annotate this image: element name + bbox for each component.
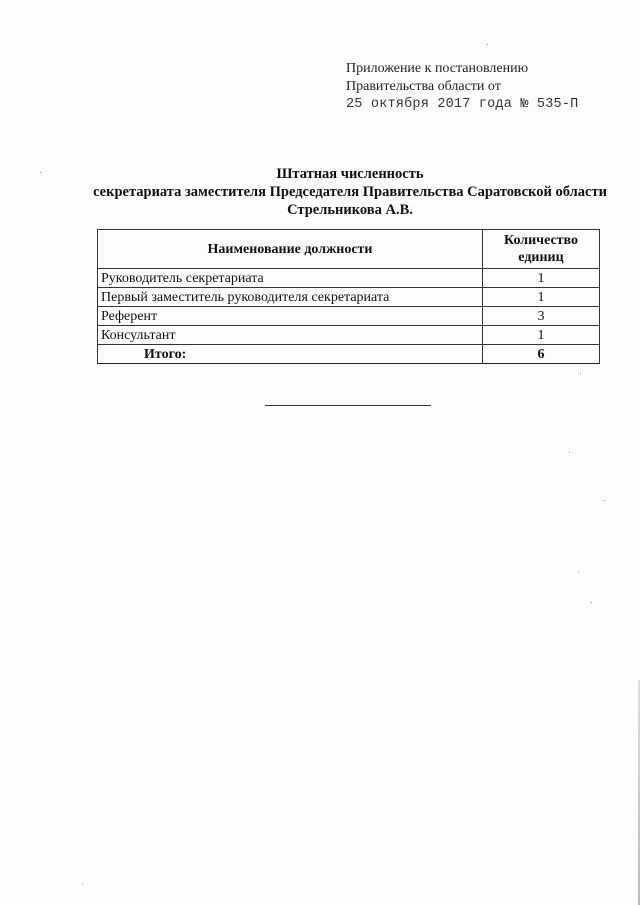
staff-table (97, 229, 600, 364)
unit-count: 1 (483, 269, 600, 288)
title-line-3: Стрельникова А.В. (287, 202, 413, 218)
scan-speck (40, 172, 41, 173)
header-count-line-2: единиц (518, 250, 564, 265)
appendix-note (346, 60, 578, 114)
scan-speck (604, 500, 605, 501)
table-row (98, 326, 600, 345)
scan-speck (580, 373, 581, 374)
appendix-line-1: Приложение к постановлению (346, 61, 529, 76)
total-count: 6 (483, 345, 600, 364)
scan-speck (578, 572, 579, 573)
unit-count: 1 (483, 326, 600, 345)
total-label: Итого: (98, 345, 483, 364)
title-line-2: секретариата заместителя Председателя Правительства Саратовской области (93, 184, 607, 200)
appendix-date-number: 25 октября 2017 года № 535-П (346, 97, 579, 112)
title-line-1: Штатная численность (276, 166, 424, 182)
closing-divider (265, 405, 431, 406)
table-row (98, 288, 600, 307)
total-row (98, 345, 600, 364)
table-header-row (98, 230, 600, 269)
scan-speck (487, 44, 488, 45)
document-title (60, 165, 640, 219)
position-name: Руководитель секретариата (98, 269, 483, 288)
unit-count: 1 (483, 288, 600, 307)
table-row (98, 269, 600, 288)
table-row (98, 307, 600, 326)
position-name: Референт (98, 307, 483, 326)
position-name: Консультант (98, 326, 483, 345)
appendix-line-2: Правительства области от (346, 79, 501, 94)
header-count-line-1: Количество (503, 233, 579, 248)
header-position-name: Наименование должности (98, 230, 483, 269)
scan-speck (569, 452, 570, 453)
header-unit-count (483, 230, 600, 269)
unit-count: 3 (483, 307, 600, 326)
position-name: Первый заместитель руководителя секретариата (98, 288, 483, 307)
scan-speck (591, 602, 592, 603)
scan-speck (82, 884, 83, 885)
